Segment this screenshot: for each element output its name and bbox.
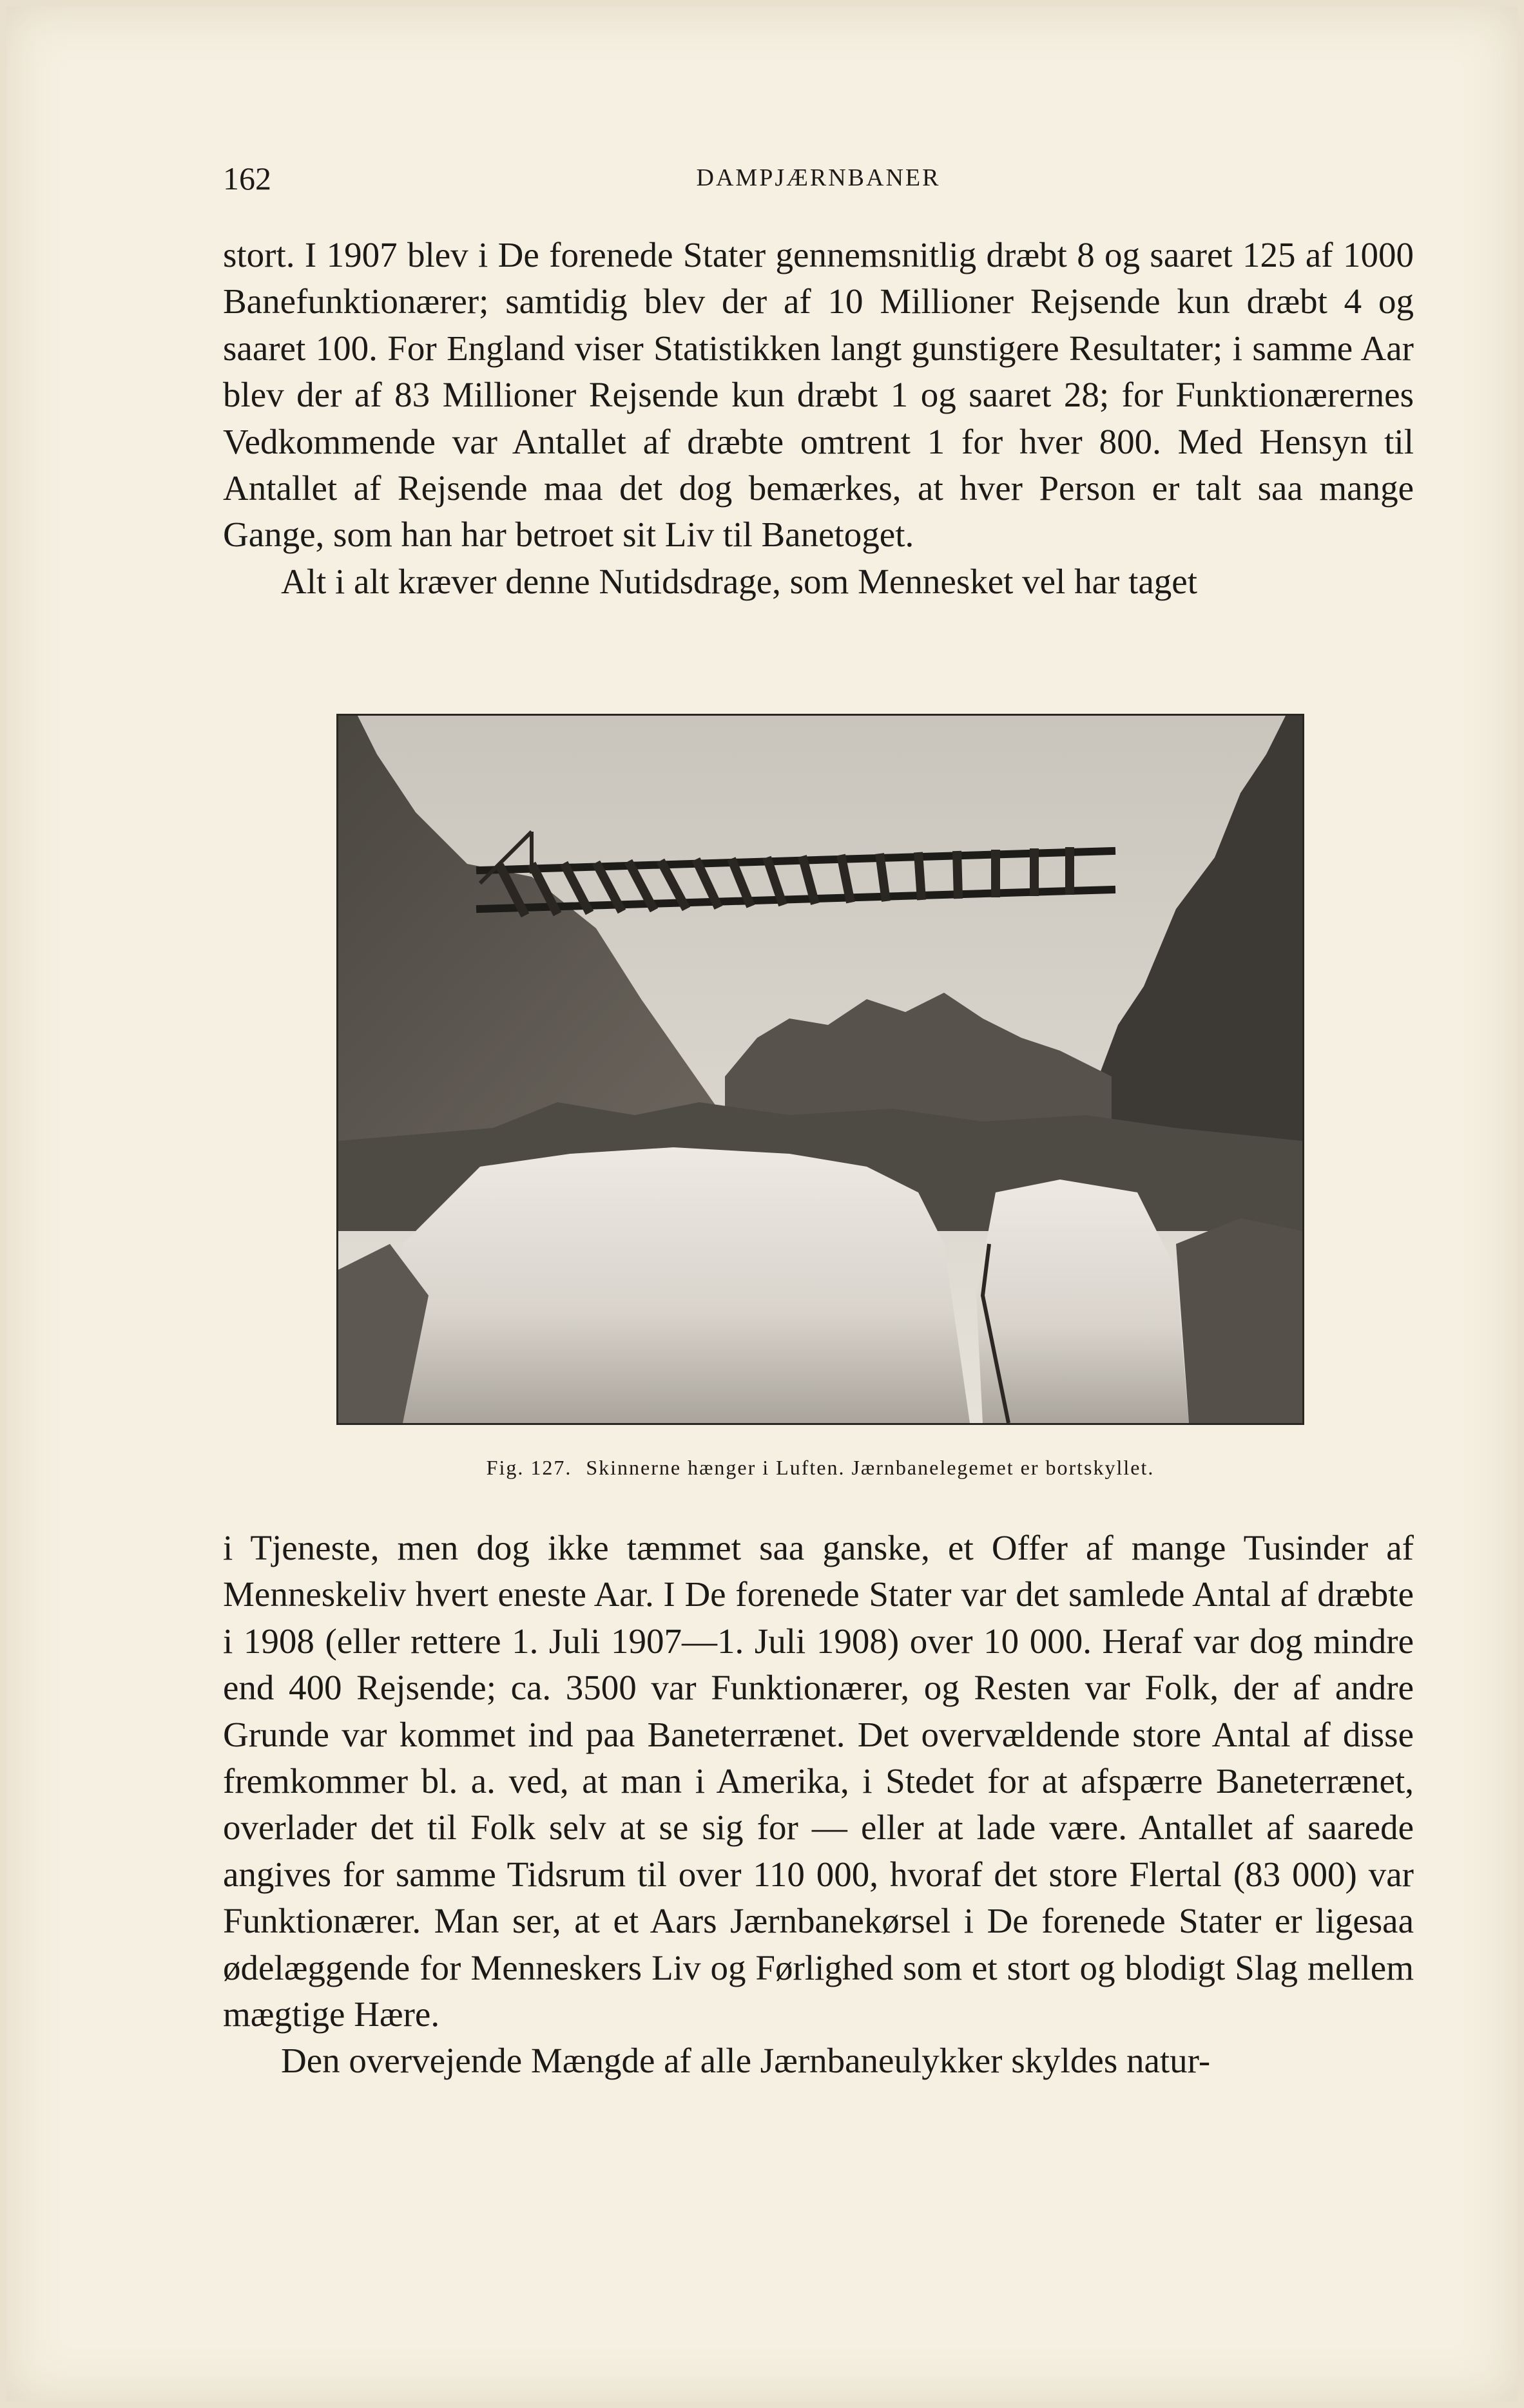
waterfall-rail-photo	[338, 716, 1302, 1423]
paragraph: stort. I 1907 blev i De forenede Stater gennemsnitlig dræbt 8 og saaret 125 af 1000 Banefunktionærer; samtidig blev der af 10 Millioner Rejsende kun dræbt 4 og saaret 100. For England viser Statistikken langt gunstigere Resultater; i samme Aar blev der af 83 Millioner Rejsende kun dræbt 1 og saaret 28; for Funktionærernes Vedkommende var Antallet af dræbte omtrent 1 for hver 800. Med Hensyn til Antallet af Rejsende maa det dog bemærkes, at hver Person er talt saa mange Gange, som han har betroet sit Liv til Banetoget.	[223, 235, 1414, 555]
page-header	[223, 160, 1414, 198]
figure-photo	[336, 714, 1304, 1425]
text-block-top	[223, 232, 1414, 605]
paragraph: Alt i alt kræver denne Nutidsdrage, som Mennesket vel har taget	[281, 561, 1197, 601]
page-number: 162	[223, 160, 271, 196]
paragraph: Den overvejende Mængde af alle Jærnbaneulykker skyldes natur-	[281, 2041, 1211, 2081]
figure-label: Fig. 127.	[486, 1456, 572, 1479]
book-page	[6, 6, 1518, 2402]
text-block-bottom	[223, 1525, 1414, 2085]
paragraph: i Tjeneste, men dog ikke tæmmet saa ganske, et Offer af mange Tusinder af Menneskeliv hvert eneste Aar. I De forenede Stater var det samlede Antal af dræbte i 1908 (eller rettere 1. Juli 1907—1. Juli 1908) over 10 000. Heraf var dog mindre end 400 Rejsende; ca. 3500 var Funktionærer, og Resten var Folk, der af andre Grunde var kommet ind paa Baneterrænet. Det overvældende store Antal af disse fremkommer bl. a. ved, at man i Amerika, i Stedet for at afspærre Baneterrænet, overlader det til Folk selv at se sig for — eller at lade være. Antallet af saarede angives for samme Tidsrum til over 110 000, hvoraf det store Flertal (83 000) var Funktionærer. Man ser, at et Aars Jærnbanekørsel i De forenede Stater er ligesaa ødelæggende for Menneskers Liv og Førlighed som et stort og blodigt Slag mellem mægtige Hære.	[223, 1528, 1414, 2034]
running-title: DAMPJÆRNBANER	[696, 164, 941, 191]
figure-caption	[336, 1456, 1304, 1480]
figure-caption-text: Skinnerne hænger i Luften. Jærnbanelegemet er bortskyllet.	[586, 1456, 1155, 1479]
